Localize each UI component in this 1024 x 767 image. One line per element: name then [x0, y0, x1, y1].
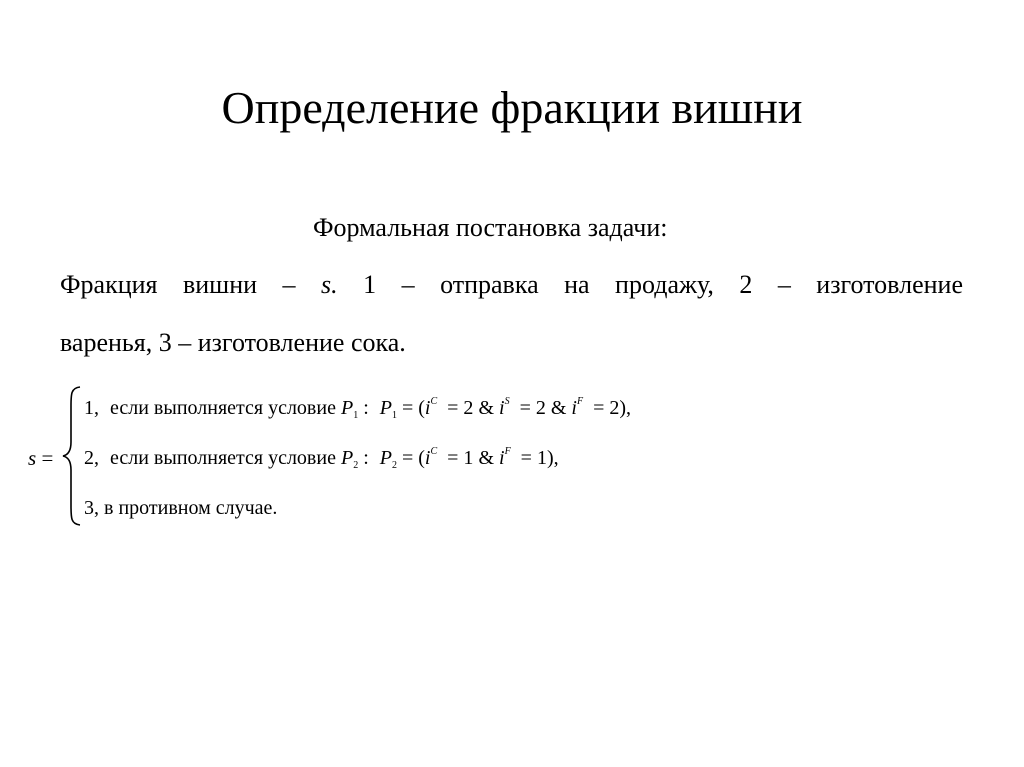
- condition-colon: :: [363, 447, 369, 469]
- case-value: 2,: [84, 447, 99, 469]
- paragraph-word: 1: [363, 270, 377, 299]
- definition-subscript: 2: [391, 460, 397, 471]
- paragraph-variable-s: s.: [321, 270, 338, 299]
- case-value: 3,: [84, 497, 99, 519]
- paragraph-word: отправка: [440, 270, 539, 299]
- paragraph-word: вишни: [182, 270, 258, 299]
- term-variable: i: [424, 447, 431, 469]
- paragraph-word: –: [401, 270, 415, 299]
- expression-open: = (: [401, 397, 425, 419]
- condition-colon: :: [363, 397, 369, 419]
- expression-open: = (: [401, 447, 425, 469]
- slide-subtitle: Формальная постановка задачи:: [313, 213, 668, 242]
- condition-variable: P: [340, 447, 354, 469]
- term-variable: i: [424, 397, 431, 419]
- term-rhs: = 1: [447, 447, 474, 469]
- term-variable: i: [571, 397, 577, 419]
- formula-lhs: [28, 444, 53, 472]
- paragraph-word: –: [282, 270, 296, 299]
- condition-variable: P: [340, 397, 354, 419]
- paragraph-word: продажу,: [615, 270, 714, 299]
- term-rhs: = 2),: [593, 397, 632, 419]
- ampersand: &: [550, 397, 567, 419]
- case-text: если выполняется условие: [110, 447, 336, 469]
- term-variable: i: [499, 447, 505, 469]
- term-superscript: C: [430, 446, 438, 457]
- definition-variable: P: [379, 447, 392, 469]
- term-rhs: = 2: [447, 397, 474, 419]
- slide-title: Определение фракции вишни: [221, 82, 803, 133]
- condition-subscript: 1: [353, 410, 359, 421]
- paragraph-line-1: [60, 267, 963, 303]
- paragraph-word: изготовление: [816, 270, 963, 299]
- term-superscript: S: [504, 396, 510, 407]
- definition-subscript: 1: [391, 410, 397, 421]
- formula-lhs-equals: =: [41, 446, 54, 470]
- paragraph-word: на: [564, 270, 590, 299]
- term-rhs: = 2: [519, 397, 546, 419]
- paragraph-word: 2: [739, 270, 753, 299]
- formula-case-1: [84, 394, 631, 422]
- term-superscript: C: [430, 396, 438, 407]
- case-text: если выполняется условие: [110, 397, 336, 419]
- case-text: в противном случае.: [104, 497, 278, 519]
- term-superscript: F: [504, 446, 511, 457]
- definition-variable: P: [379, 397, 392, 419]
- term-superscript: F: [576, 396, 584, 407]
- formula-lhs-variable: s: [28, 446, 37, 470]
- term-variable: i: [499, 397, 505, 419]
- paragraph-word: Фракция: [60, 270, 158, 299]
- piecewise-formula: [0, 380, 1024, 530]
- term-rhs: = 1),: [520, 447, 559, 469]
- condition-subscript: 2: [353, 460, 359, 471]
- ampersand: &: [478, 447, 494, 469]
- case-value: 1,: [84, 397, 99, 419]
- ampersand: &: [478, 397, 494, 419]
- curly-brace-icon: [60, 384, 84, 528]
- formula-case-3: [84, 494, 277, 522]
- paragraph-line-2: варенья, 3 – изготовление сока.: [60, 328, 406, 357]
- paragraph-word: –: [777, 270, 791, 299]
- formula-case-2: [84, 444, 559, 472]
